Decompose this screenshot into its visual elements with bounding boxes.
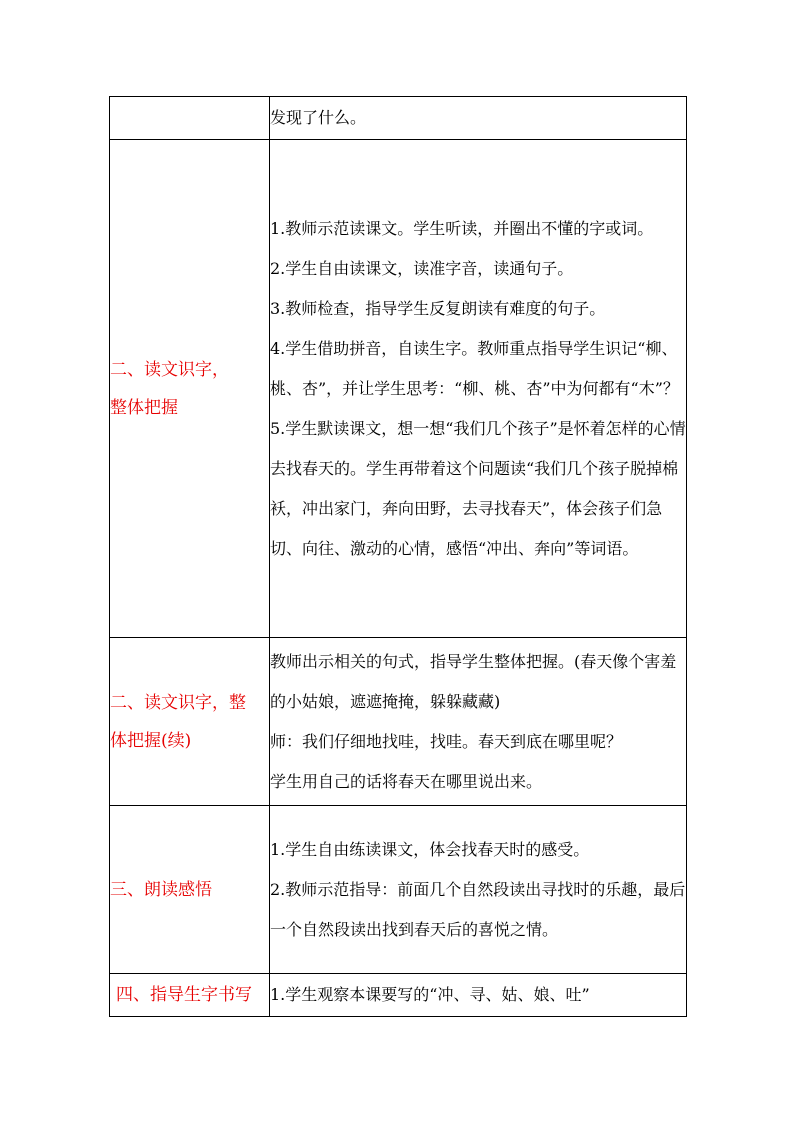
- stage-label-line: 三、朗读感悟: [110, 879, 212, 900]
- stage-cell: [110, 140, 270, 638]
- content-paragraph: 1.学生自由练读课文，体会找春天时的感受。: [270, 839, 590, 859]
- content-paragraph: 3.教师检查，指导学生反复朗读有难度的句子。: [270, 298, 606, 318]
- content-cell: [270, 974, 687, 1017]
- stage-label-line: 二、读文识字，整: [110, 692, 246, 713]
- content-cell: [270, 97, 687, 140]
- table-row: [110, 974, 687, 1017]
- content-paragraph: 4.学生借助拼音，自读生字。教师重点指导学生识记“柳、桃、杏”，并让学生思考：“柳、桃、杏”中为何都有“木”？: [270, 338, 679, 398]
- stage-cell: [110, 97, 270, 140]
- content-cell: [270, 140, 687, 638]
- stage-label-line: 整体把握: [110, 397, 178, 418]
- content-paragraph: 师：我们仔细地找哇，找哇。春天到底在哪里呢？: [270, 731, 623, 751]
- table-row: [110, 97, 687, 140]
- content-paragraph: 1.学生观察本课要写的“冲、寻、姑、娘、吐”: [270, 985, 590, 1004]
- content-paragraph: 2.教师示范指导：前面几个自然段读出寻找时的乐趣，最后一个自然段读出找到春天后的喜悦之情。: [270, 879, 686, 939]
- content-paragraph: 1.教师示范读课文。学生听读，并圈出不懂的字或词。: [270, 218, 654, 238]
- stage-label-line: 体把握(续): [110, 730, 192, 751]
- stage-label-line: 二、读文识字，: [110, 359, 229, 380]
- table-row: [110, 140, 687, 638]
- table-row: [110, 638, 687, 806]
- stage-cell: [110, 638, 270, 806]
- table-row: [110, 806, 687, 974]
- stage-cell: [110, 974, 270, 1017]
- content-paragraph: 发现了什么。: [270, 108, 367, 127]
- lesson-plan-table: [109, 96, 687, 1017]
- content-paragraph: 学生用自己的话将春天在哪里说出来。: [270, 771, 543, 791]
- content-paragraph: 2.学生自由读课文，读准字音，读通句子。: [270, 258, 574, 278]
- content-paragraph: 教师出示相关的句式，指导学生整体把握。(春天像个害羞的小姑娘，遮遮掩掩，躲躲藏藏): [270, 651, 677, 711]
- stage-cell: [110, 806, 270, 974]
- content-cell: [270, 806, 687, 974]
- stage-label-line: 四、指导生字书写: [116, 985, 252, 1005]
- content-cell: [270, 638, 687, 806]
- content-paragraph: 5.学生默读课文，想一想“我们几个孩子”是怀着怎样的心情去找春天的。学生再带着这个问题读“我们几个孩子脱掉棉袄，冲出家门，奔向田野，去寻找春天”，体会孩子们急切、向往、激动的心情，感悟“冲出、奔向”等词语。: [270, 418, 686, 558]
